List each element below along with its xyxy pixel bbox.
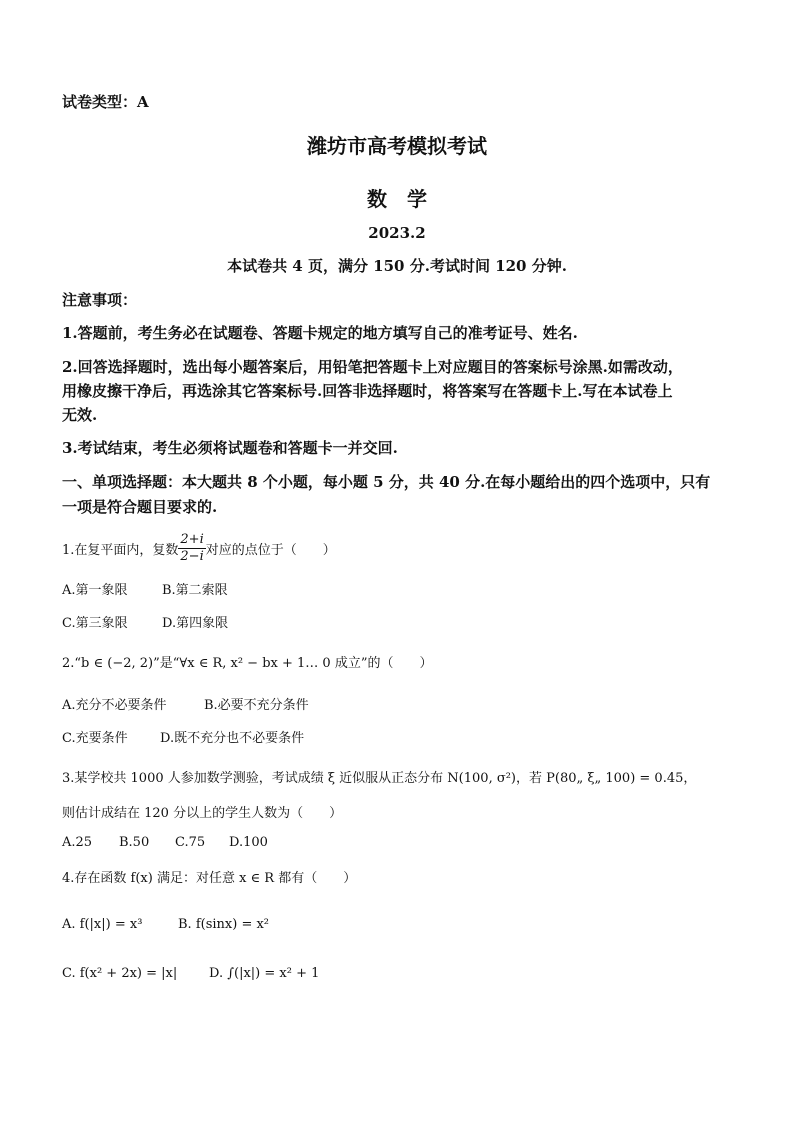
q1-option-c: C.第三象限 <box>62 616 128 631</box>
q1-suffix: 对应的点位于（ ） <box>205 542 336 558</box>
q1-frac-denominator: 2−i <box>180 548 204 564</box>
q3-option-c: C.75 <box>175 835 206 850</box>
q3-option-b: B.50 <box>119 835 150 850</box>
paper-type: 试卷类型：A <box>62 93 149 111</box>
q1-options-row-2 <box>62 612 228 631</box>
q4-option-d: D. ∫(|x|) = x² + 1 <box>209 966 320 981</box>
question-1 <box>62 530 336 566</box>
q2-option-d: D.既不充分也不必要条件 <box>160 731 305 746</box>
section-1-line-2: 一项是符合题目要求的. <box>62 498 218 516</box>
notice-item-2-line-3: 无效. <box>62 406 98 424</box>
notice-item-2-line-1: 2.回答选择题时，选出每小题答案后，用铅笔把答题卡上对应题目的答案标号涂黑.如需改动， <box>62 358 683 376</box>
q1-option-b: B.第二索限 <box>162 583 228 598</box>
q1-option-a: A.第一象限 <box>62 583 128 598</box>
question-4: 4.存在函数 f(x) 满足：对任意 x ∈ R 都有（ ） <box>62 871 357 886</box>
exam-title: 潍坊市高考模拟考试 <box>307 134 487 158</box>
section-1-line-1: 一、单项选择题：本大题共 8 个小题，每小题 5 分，共 40 分.在每小题给出的四个选项中，只有 <box>62 473 711 491</box>
q2-option-a: A.充分不必要条件 <box>62 698 167 713</box>
question-3-line-2: 则估计成结在 120 分以上的学生人数为（ ） <box>62 806 343 821</box>
notice-heading: 注意事项： <box>62 291 138 309</box>
question-3-line-1: 3.某学校共 1000 人参加数学测验，考试成绩 ξ 近似服从正态分布 N(100, σ²)，若 P(80„ ξ„ 100) = 0.45， <box>62 771 697 786</box>
q3-option-a: A.25 <box>62 835 93 850</box>
q1-prefix: 1.在复平面内，复数 <box>62 542 179 558</box>
notice-item-3: 3.考试结束，考生必须将试题卷和答题卡一并交回. <box>62 439 398 457</box>
q1-options-row-1 <box>62 579 228 598</box>
q3-option-d: D.100 <box>229 835 268 850</box>
q2-option-b: B.必要不充分条件 <box>204 698 309 713</box>
q4-option-a: A. f(|x|) = x³ <box>62 917 143 932</box>
question-2: 2.“b ∈ (−2, 2)”是“∀x ∈ R, x² − bx + 1… 0 成立”的（ ） <box>62 656 433 671</box>
exam-date: 2023.2 <box>368 224 426 242</box>
q2-options-row-1 <box>62 694 309 713</box>
q1-option-d: D.第四象限 <box>162 616 229 631</box>
q4-option-b: B. f(sinx) = x² <box>178 917 270 932</box>
notice-item-1: 1.答题前，考生务必在试题卷、答题卡规定的地方填写自己的准考证号、姓名. <box>62 324 578 342</box>
notice-item-2-line-2: 用橡皮擦干净后，再选涂其它答案标号.回答非选择题时，将答案写在答题卡上.写在本试卷上 <box>62 382 673 400</box>
q4-options-row-2 <box>62 966 319 981</box>
q1-fraction <box>178 532 205 565</box>
q3-options <box>62 835 268 850</box>
exam-info: 本试卷共 4 页，满分 150 分.考试时间 120 分钟. <box>227 257 567 275</box>
q4-options-row-1 <box>62 917 269 932</box>
subject-title: 数 学 <box>367 187 427 211</box>
q1-frac-numerator: 2+i <box>180 531 204 547</box>
q2-options-row-2 <box>62 727 304 746</box>
q4-option-c: C. f(x² + 2x) = |x| <box>62 966 178 981</box>
q2-option-c: C.充要条件 <box>62 731 128 746</box>
